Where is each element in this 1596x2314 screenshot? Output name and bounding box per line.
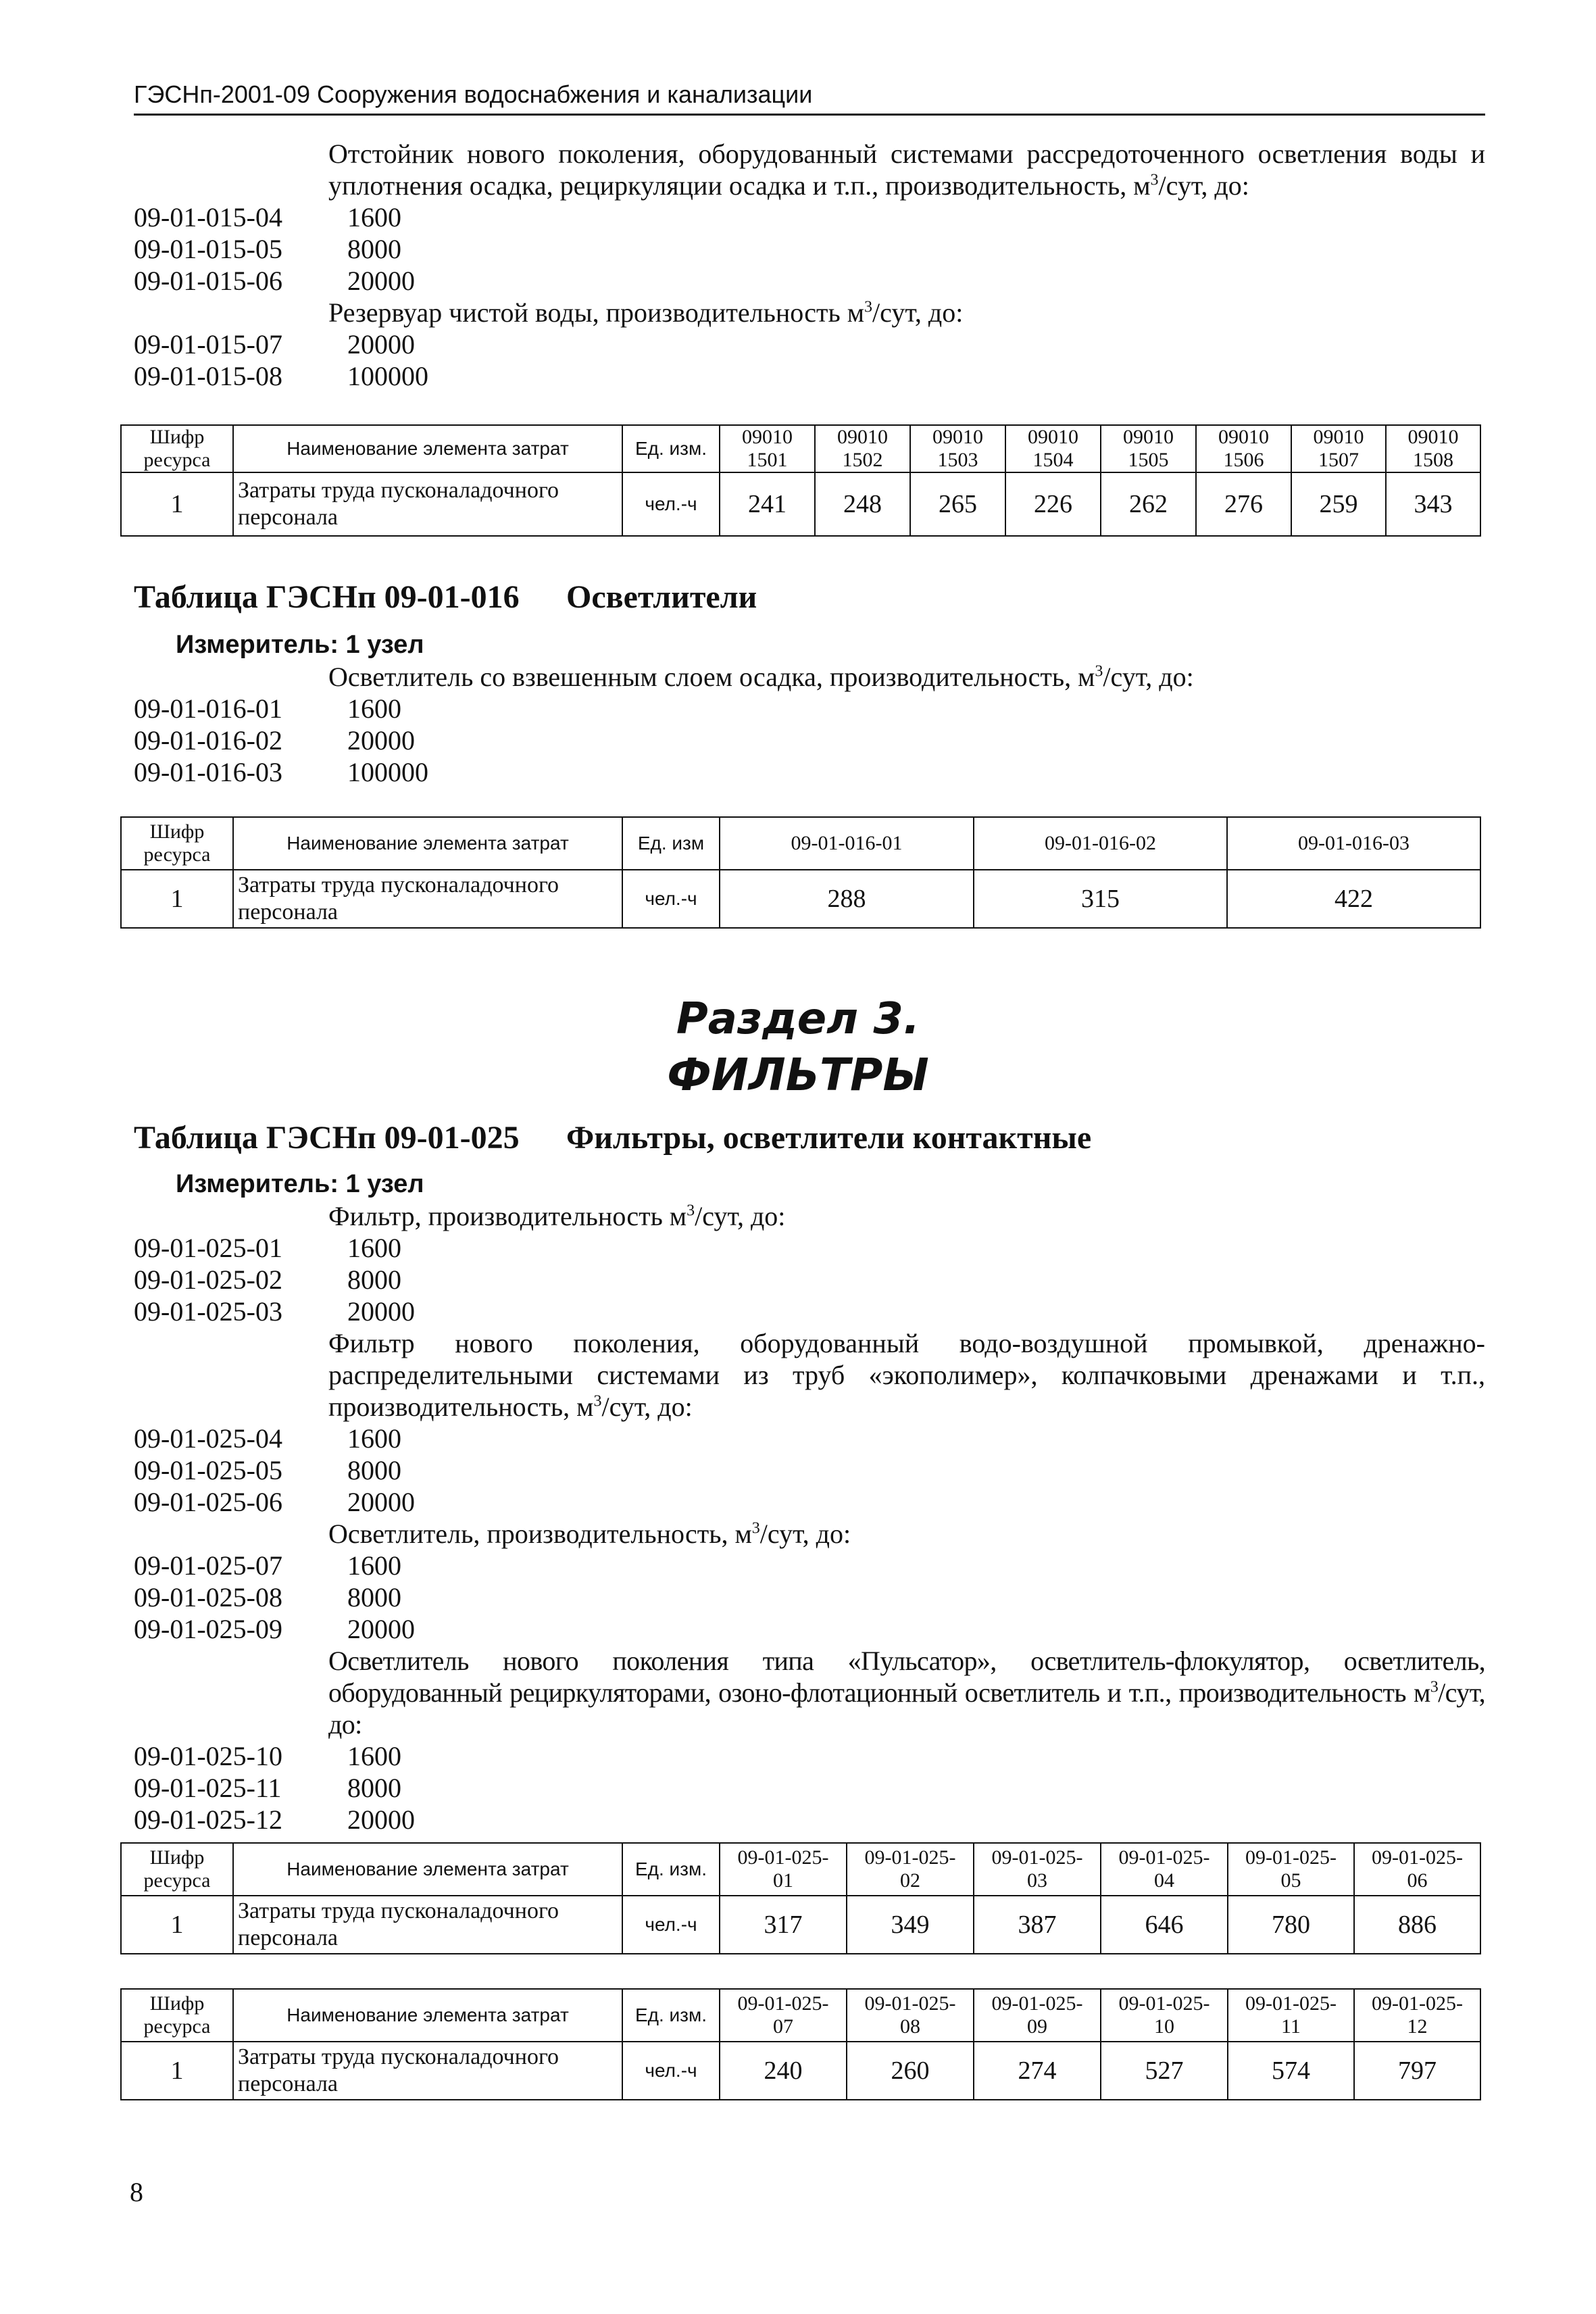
section-heading-title: ФИЛЬТРЫ (667, 1049, 929, 1101)
item-row (134, 693, 1485, 724)
cost-table-016 (120, 816, 1481, 929)
col-header: 09-01-025- 04 (1101, 1843, 1228, 1896)
cell-value: 315 (974, 870, 1227, 928)
col-header: 09-01-016-02 (974, 817, 1227, 870)
col-header-name: Наименование элемента затрат (233, 1989, 622, 2042)
table-title-name: Фильтры, осветлители контактные (566, 1120, 1092, 1156)
item-row (134, 1550, 1485, 1581)
cell-value: 226 (1005, 472, 1101, 536)
col-header-unit: Ед. изм. (622, 1989, 720, 2042)
item-row (134, 1581, 1485, 1613)
table-header-row (121, 1989, 1480, 2042)
item-value: 20000 (347, 1487, 415, 1517)
cell-value: 574 (1228, 2042, 1354, 2100)
table-title-025 (134, 1119, 1092, 1157)
cell-value: 349 (847, 1896, 974, 1954)
col-header: 09-01-025- 10 (1101, 1989, 1228, 2042)
item-row (134, 1296, 1485, 1327)
item-row (134, 201, 1485, 233)
item-value: 100000 (347, 757, 428, 787)
item-code: 09-01-015-06 (134, 266, 282, 296)
table-header-row (121, 425, 1480, 472)
item-code: 09-01-025-02 (134, 1264, 282, 1295)
cell-code: 1 (121, 472, 233, 536)
cell-value: 343 (1386, 472, 1480, 536)
item-description: Фильтр, производительность $м^3$/сут, до: (328, 1201, 786, 1231)
item-description: Осветлитель нового поколения типа «Пульсатор», осветлитель-флокулятор, осветлитель, оборудованный рециркуляторами, озоно-флотационный осветлитель и т.п., производительность $м^3$/сут, до: (328, 1646, 1485, 1740)
item-row (134, 1613, 1485, 1645)
table-row (121, 1896, 1480, 1954)
cell-code: 1 (121, 1896, 233, 1954)
cost-table-025-part1 (120, 1842, 1481, 1954)
measure-label: Измеритель: 1 узел (176, 631, 424, 659)
item-row (134, 328, 1485, 360)
table-title-prefix: Таблица ГЭСНп 09-01-016 (134, 579, 520, 615)
item-value: 8000 (347, 1773, 401, 1803)
cell-value: 276 (1196, 472, 1291, 536)
item-row (134, 1804, 1485, 1836)
cell-name: Затраты труда пусконаладочного персонала (233, 2042, 622, 2100)
cost-table-015 (120, 424, 1481, 537)
col-header: 09-01-025- 09 (974, 1989, 1101, 2042)
cell-value: 797 (1354, 2042, 1480, 2100)
cell-unit: чел.-ч (622, 2042, 720, 2100)
col-header: 09010 1508 (1386, 425, 1480, 472)
item-code: 09-01-025-09 (134, 1614, 282, 1644)
table-header-row (121, 817, 1480, 870)
section-a (134, 138, 1485, 392)
item-row (134, 265, 1485, 297)
cell-value: 780 (1228, 1896, 1354, 1954)
cell-value: 288 (720, 870, 974, 928)
item-value: 8000 (347, 234, 401, 264)
item-value: 8000 (347, 1455, 401, 1485)
cell-name: Затраты труда пусконаладочного персонала (233, 870, 622, 928)
col-header: 09010 1502 (815, 425, 910, 472)
table-row (121, 870, 1480, 928)
item-value: 1600 (347, 202, 401, 232)
cell-value: 259 (1291, 472, 1386, 536)
item-value: 20000 (347, 266, 415, 296)
col-header: 09-01-025- 11 (1228, 1989, 1354, 2042)
item-value: 20000 (347, 1804, 415, 1835)
section-heading-number: Раздел 3. (676, 994, 920, 1044)
col-header: 09-01-025- 02 (847, 1843, 974, 1896)
item-row (134, 1264, 1485, 1296)
col-header: 09-01-025- 08 (847, 1989, 974, 2042)
cell-value: 241 (720, 472, 815, 536)
item-code: 09-01-025-10 (134, 1741, 282, 1771)
item-value: 1600 (347, 1550, 401, 1581)
item-value: 20000 (347, 1614, 415, 1644)
col-header: 09-01-025- 06 (1354, 1843, 1480, 1896)
table-title-prefix: Таблица ГЭСНп 09-01-025 (134, 1120, 520, 1156)
item-row (134, 1423, 1485, 1454)
col-header: 09010 1506 (1196, 425, 1291, 472)
cell-value: 260 (847, 2042, 974, 2100)
item-row (134, 233, 1485, 265)
item-code: 09-01-016-03 (134, 757, 282, 787)
col-header-name: Наименование элемента затрат (233, 817, 622, 870)
cell-value: 262 (1101, 472, 1196, 536)
item-code: 09-01-025-01 (134, 1233, 282, 1263)
col-header: 09-01-025- 01 (720, 1843, 847, 1896)
col-header-unit: Ед. изм (622, 817, 720, 870)
table-title-016 (134, 578, 757, 616)
item-value: 100000 (347, 361, 428, 391)
cell-value: 422 (1227, 870, 1480, 928)
item-code: 09-01-016-02 (134, 725, 282, 756)
item-code: 09-01-025-03 (134, 1296, 282, 1327)
item-code: 09-01-015-05 (134, 234, 282, 264)
col-header: 09-01-016-01 (720, 817, 974, 870)
item-description: Резервуар чистой воды, производительность $м^3$/сут, до: (328, 297, 964, 328)
item-code: 09-01-015-07 (134, 329, 282, 360)
cell-value: 240 (720, 2042, 847, 2100)
cost-table-025-part2 (120, 1988, 1481, 2100)
table-header-row (121, 1843, 1480, 1896)
col-header: 09-01-016-03 (1227, 817, 1480, 870)
cell-value: 265 (910, 472, 1005, 536)
col-header: 09-01-025- 12 (1354, 1989, 1480, 2042)
item-value: 1600 (347, 1423, 401, 1454)
item-description: Осветлитель, производительность, $м^3$/сут, до: (328, 1519, 851, 1549)
section-016 (134, 661, 1485, 788)
col-header: 09-01-025- 05 (1228, 1843, 1354, 1896)
cell-name: Затраты труда пусконаладочного персонала (233, 472, 622, 536)
table-title-name: Осветлители (566, 579, 757, 615)
item-code: 09-01-025-04 (134, 1423, 282, 1454)
item-value: 8000 (347, 1264, 401, 1295)
item-code: 09-01-025-07 (134, 1550, 282, 1581)
item-description: Фильтр нового поколения, оборудованный водо-воздушной промывкой, дренажно-распределительными системами из труб «экополимер», колпачковыми дренажами и т.п., производительность, $м^3$/сут, до: (328, 1328, 1485, 1422)
section-025 (134, 1200, 1485, 1836)
cell-value: 317 (720, 1896, 847, 1954)
item-value: 20000 (347, 329, 415, 360)
item-row (134, 1740, 1485, 1772)
item-value: 1600 (347, 1741, 401, 1771)
col-header: 09-01-025- 03 (974, 1843, 1101, 1896)
col-header-code: Шифр ресурса (121, 817, 233, 870)
cell-unit: чел.-ч (622, 472, 720, 536)
col-header: 09010 1503 (910, 425, 1005, 472)
item-code: 09-01-025-05 (134, 1455, 282, 1485)
item-code: 09-01-025-08 (134, 1582, 282, 1613)
cell-unit: чел.-ч (622, 870, 720, 928)
item-value: 8000 (347, 1582, 401, 1613)
col-header: 09010 1507 (1291, 425, 1386, 472)
col-header: 09-01-025- 07 (720, 1989, 847, 2042)
cell-value: 248 (815, 472, 910, 536)
item-code: 09-01-015-04 (134, 202, 282, 232)
item-code: 09-01-025-06 (134, 1487, 282, 1517)
header-rule (134, 114, 1485, 116)
item-row (134, 1232, 1485, 1264)
item-code: 09-01-025-12 (134, 1804, 282, 1835)
cell-value: 646 (1101, 1896, 1228, 1954)
col-header: 09010 1505 (1101, 425, 1196, 472)
cell-code: 1 (121, 870, 233, 928)
col-header-name: Наименование элемента затрат (233, 1843, 622, 1896)
item-row (134, 756, 1485, 788)
item-row (134, 360, 1485, 392)
cell-code: 1 (121, 2042, 233, 2100)
cell-unit: чел.-ч (622, 1896, 720, 1954)
col-header-code: Шифр ресурса (121, 1989, 233, 2042)
cell-name: Затраты труда пусконаладочного персонала (233, 1896, 622, 1954)
item-row (134, 1454, 1485, 1486)
col-header-code: Шифр ресурса (121, 1843, 233, 1896)
page-number: 8 (130, 2177, 143, 2207)
table-row (121, 472, 1480, 536)
col-header-unit: Ед. изм. (622, 1843, 720, 1896)
item-code: 09-01-025-11 (134, 1773, 282, 1803)
cell-value: 274 (974, 2042, 1101, 2100)
cell-value: 886 (1354, 1896, 1480, 1954)
item-value: 20000 (347, 1296, 415, 1327)
item-row (134, 724, 1485, 756)
item-description: Отстойник нового поколения, оборудованный системами рассредоточенного осветления воды и уплотнения осадка, рециркуляции осадка и т.п., производительность, $м^3$/сут, до: (328, 139, 1485, 201)
col-header-unit: Ед. изм. (622, 425, 720, 472)
item-row (134, 1486, 1485, 1518)
item-value: 20000 (347, 725, 415, 756)
item-value: 1600 (347, 1233, 401, 1263)
col-header: 09010 1501 (720, 425, 815, 472)
item-value: 1600 (347, 693, 401, 724)
cell-value: 387 (974, 1896, 1101, 1954)
running-header: ГЭСНп-2001-09 Сооружения водоснабжения и канализации (134, 80, 813, 108)
item-row (134, 1772, 1485, 1804)
item-code: 09-01-015-08 (134, 361, 282, 391)
item-description: Осветлитель со взвешенным слоем осадка, производительность, $м^3$/сут, до: (328, 662, 1194, 692)
table-row (121, 2042, 1480, 2100)
col-header: 09010 1504 (1005, 425, 1101, 472)
cell-value: 527 (1101, 2042, 1228, 2100)
col-header-name: Наименование элемента затрат (233, 425, 622, 472)
item-code: 09-01-016-01 (134, 693, 282, 724)
col-header-code: Шифр ресурса (121, 425, 233, 472)
measure-label: Измеритель: 1 узел (176, 1170, 424, 1198)
